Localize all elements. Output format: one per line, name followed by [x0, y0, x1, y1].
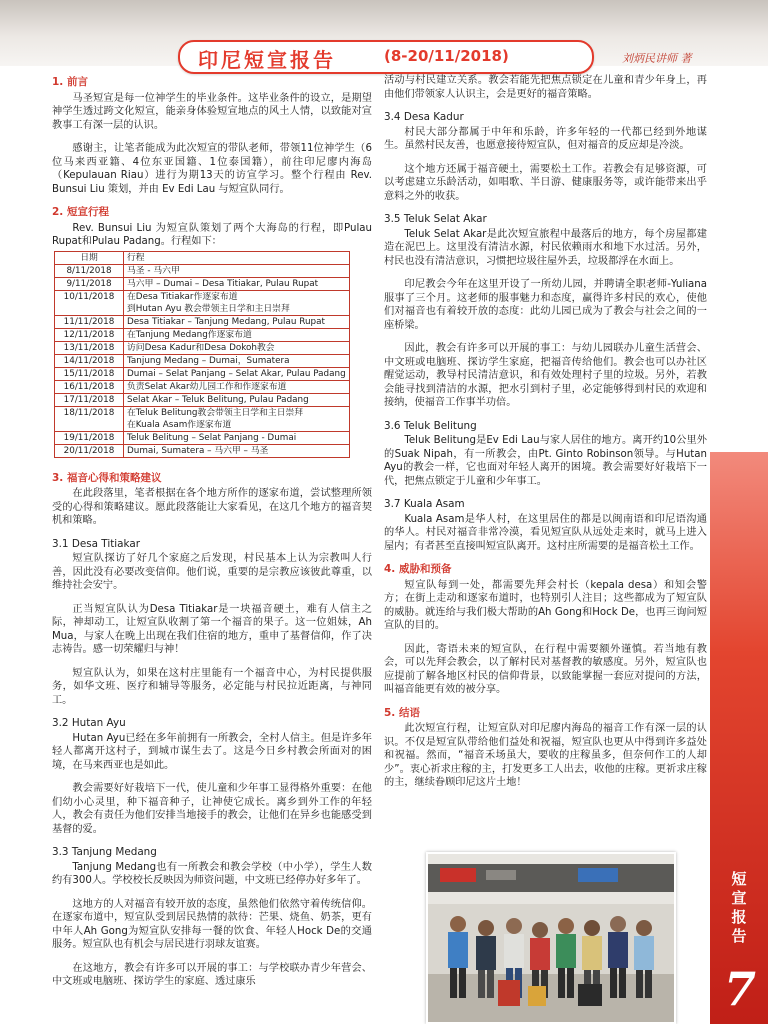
table-cell-date: 10/11/2018	[55, 290, 124, 315]
table-row	[55, 393, 350, 406]
table-row	[55, 354, 350, 367]
table-cell-date: 17/11/2018	[55, 393, 124, 406]
side-tab-label: 短宣报告	[731, 870, 747, 945]
table-cell-route: 马六甲 – Dumai – Desa Titiakar, Pulau Rupat	[124, 277, 350, 290]
table-cell-route: Dumai – Selat Panjang – Selat Akar, Pulau Padang	[124, 367, 350, 380]
table-row	[55, 341, 350, 354]
table-cell-date: 15/11/2018	[55, 367, 124, 380]
section-heading: 5. 结语	[384, 706, 420, 719]
section-heading: 4. 威胁和预备	[384, 563, 452, 575]
table-row	[55, 328, 350, 341]
table-cell-date: 14/11/2018	[55, 354, 124, 367]
paragraph: 在这地方，教会有许多可以开展的事工：与学校联办青少年营会、中文班或电脑班、探访学生的家庭、透过康乐	[52, 962, 372, 987]
paragraph: Hutan Ayu已经在多年前拥有一所教会，全村人信主。但是许多年轻人都离开这村子，到城市谋生去了。这是今日乡村教会所面对的困境，在马来西亚也是如此。	[52, 732, 372, 771]
table-row	[55, 367, 350, 380]
paragraph: Kuala Asam是华人村，在这里居住的都是以闽南语和印尼语沟通的华人。村民对福音非常冷漠，看见短宣队从远处走来时，就马上进入屋内；有者甚至直接叫短宣队离开。这村庄所需要的是福音松土工作。	[384, 513, 707, 552]
section-heading: 1. 前言	[52, 76, 88, 88]
author-byline: 刘炳民讲师 著	[622, 52, 692, 65]
table-cell-date: 13/11/2018	[55, 341, 124, 354]
paragraph: 村民大部分都属于中年和乐龄，许多年轻的一代都已经到外地谋生。虽然村民友善，也愿意接待短宣队，但对福音的反应却是冷淡。	[384, 126, 707, 151]
page-title: 印尼短宣报告	[198, 48, 336, 72]
table-row	[55, 277, 350, 290]
paragraph: 因此，教会有许多可以开展的事工：与幼儿园联办儿童生活营会、中文班或电脑班、探访学生家庭，把福音传给他们。教会也可以办社区醒觉运动，教导村民清洁意识，和有效处理村子里的垃圾。另外，若教会能寻找到清洁的水源，把水引到村子里，必定能够得到村民的欢迎和接纳，使福音工作事半功倍。	[384, 343, 707, 408]
paragraph: 感谢主，让笔者能成为此次短宣的带队老师，带领11位神学生（6位马来西亚籍、4位东亚国籍、1位泰国籍），前往印尼廖内海岛（Kepulauan Riau）进行为期13天的访宣学习。整个行程由 Rev. Bunsui Liu 策划，并由 Ev Edi Lau 与短宣队同行。	[52, 143, 372, 195]
table-cell-route: 马圣 - 马六甲	[124, 264, 350, 277]
table-cell-date: 18/11/2018	[55, 406, 124, 431]
table-cell-route: Desa Titiakar – Tanjung Medang, Pulau Rupat	[124, 315, 350, 328]
table-row	[55, 444, 350, 457]
paragraph: 正当短宣队认为Desa Titiakar是一块福音硬土，难有人信主之际，神却动工，让短宣队收割了第一个福音的果子。这一位姐妹，Ah Mua，与家人在晚上出现在我们住宿的地方，重申了基督信仰，作了决志祷告。感一切荣耀归与神！	[52, 603, 383, 655]
group-photo-illustration	[428, 854, 674, 1022]
paragraph: 教会需要好好栽培下一代，使儿童和少年事工显得格外重要：在他们幼小心灵里，种下福音种子，让神使它成长。离乡到外工作的年轻人，教会有责任为他们安排当地接手的教会，让他们在异乡也能感受到基督的爱。	[52, 783, 372, 835]
subsection-heading: 3.6 Teluk Belitung	[384, 419, 477, 432]
paragraph: 印尼教会今年在这里开设了一所幼儿园，并聘请全职老师-Yuliana服事了三个月。这老师的服事魅力和态度，赢得许多村民的欢心，使他们对福音也有着较开放的态度：此幼儿园已成为了教会与社会之间的一座桥梁。	[384, 279, 707, 331]
table-cell-route: 在Desa Titiakar作逐家布道 到Hutan Ayu 教会带领主日学和主日崇拜	[124, 290, 350, 315]
paragraph: 这个地方还属于福音硬土，需要松土工作。若教会有足够资源，可以考虑建立乐龄活动，如唱歌、半日游、健康服务等，或许能带来出乎意料之外的收获。	[384, 163, 707, 202]
section-heading: 3. 福音心得和策略建议	[52, 471, 162, 484]
table-row	[55, 290, 350, 315]
table-row	[55, 264, 350, 277]
table-cell-date: 9/11/2018	[55, 277, 124, 290]
itinerary-table	[54, 251, 350, 458]
itinerary-rows	[55, 264, 350, 457]
paragraph: 短宣队探访了好几个家庭之后发现，村民基本上认为宗教叫人行善，因此没有必要改变信仰。他们说，重要的是宗教应该彼此尊重，以维持社会安宁。	[52, 553, 372, 591]
paragraph: 因此，寄语未来的短宣队，在行程中需要额外谨慎。若当地有教会，可以先拜会教会，以了解村民对基督教的敏感度。另外，短宣队也应提前了解各地区村民的信仰背景，以致能掌握一套应对提问的方法，叫福音能更有效的被分享。	[384, 643, 707, 695]
subsection-heading: 3.4 Desa Kadur	[384, 111, 464, 123]
table-cell-route: 访问Desa Kadur和Desa Dokoh教会	[124, 341, 350, 354]
table-cell-route: Dumai, Sumatera – 马六甲 – 马圣	[124, 444, 350, 457]
section-heading: 2. 短宣行程	[52, 206, 109, 218]
subsection-heading: 3.2 Hutan Ayu	[52, 717, 126, 729]
paragraph: Tanjung Medang也有一所教会和教会学校（中小学），学生人数约有300人。学校校长反映因为师资问题，中文班已经停办好多年了。	[52, 861, 372, 886]
table-row	[55, 431, 350, 444]
table-header-date: 日期	[55, 251, 124, 264]
paragraph: Rev. Bunsui Liu 为短宣队策划了两个大海岛的行程，即Pulau Rupat和Pulau Padang。行程如下：	[52, 222, 372, 247]
paragraph: 在此段落里，笔者根据在各个地方所作的逐家布道，尝试整理所领受的心得和策略建议。愿此段落能让大家看见，在这几个地方的福音契机和策略。	[52, 488, 372, 526]
table-cell-route: Tanjung Medang – Dumai，Sumatera	[124, 354, 350, 367]
title-date: (8-20/11/2018)	[384, 47, 509, 65]
right-column	[384, 74, 707, 800]
table-cell-date: 20/11/2018	[55, 444, 124, 457]
table-cell-date: 11/11/2018	[55, 315, 124, 328]
table-row	[55, 406, 350, 431]
paragraph: 活动与村民建立关系。教会若能先把焦点锁定在儿童和青少年身上，再由他们带领家人认识主，会是更好的福音策略。	[384, 75, 707, 100]
table-row	[55, 380, 350, 393]
table-cell-date: 12/11/2018	[55, 328, 124, 341]
page-number: 7	[724, 962, 757, 1016]
paragraph: 短宣队认为，如果在这村庄里能有一个福音中心，为村民提供服务，如华文班、医疗和辅导等服务，必定能与村民拉近距离，与神同工。	[52, 667, 372, 706]
table-cell-route: Teluk Belitung – Selat Panjang - Dumai	[124, 431, 350, 444]
paragraph: Teluk Selat Akar是此次短宣旅程中最落后的地方，每个房屋都建造在泥巴上。这里没有清洁水源，村民依赖雨水和地下水过活。另外，村民也没有清洁意识，习惯把垃圾往屋外丢，垃圾都浮在水面上。	[384, 228, 707, 267]
subsection-heading: 3.7 Kuala Asam	[384, 498, 465, 510]
table-cell-route: 在Teluk Belitung教会带领主日学和主日崇拜 在Kuala Asam作逐家布道	[124, 406, 350, 431]
paragraph: 短宣队每到一处，都需要先拜会村长（kepala desa）和知会警方；在街上走动和逐家布道时，也特别引人注目；这些都成为了短宣队的威胁。就连给与我们极大帮助的Ah Gong和Hock De，也再三询问短宣队的目的。	[384, 579, 707, 631]
paragraph: Teluk Belitung是Ev Edi Lau与家人居住的地方。离开约10公里外的Suak Nipah，有一所教会，由Pt. Ginto Robinson领导。与Hutan Ayu的教会一样，它也面对年轻人离开的困境。教会需要好好栽培下一代，把焦点锁定于儿童和少年事工。	[384, 435, 707, 487]
table-cell-route: 负责Selat Akar幼儿园工作和作逐家布道	[124, 380, 350, 393]
group-photo	[426, 852, 676, 1024]
left-column	[52, 76, 383, 999]
subsection-heading: 3.1 Desa Titiakar	[52, 537, 141, 550]
paragraph: 马圣短宣是每一位神学生的毕业条件。这毕业条件的设立，是期望神学生透过跨文化短宣，能亲身体验短宣地点的风土人情，以致能对宣教事工有深一层的认识。	[52, 92, 372, 131]
subsection-heading: 3.3 Tanjung Medang	[52, 846, 157, 858]
table-cell-route: Selat Akar – Teluk Belitung, Pulau Padang	[124, 393, 350, 406]
table-row	[55, 315, 350, 328]
table-cell-route: 在Tanjung Medang作逐家布道	[124, 328, 350, 341]
subsection-heading: 3.5 Teluk Selat Akar	[384, 213, 487, 225]
table-cell-date: 16/11/2018	[55, 380, 124, 393]
table-cell-date: 8/11/2018	[55, 264, 124, 277]
table-header-route: 行程	[124, 251, 350, 264]
table-cell-date: 19/11/2018	[55, 431, 124, 444]
paragraph: 此次短宣行程，让短宣队对印尼廖内海岛的福音工作有深一层的认识。不仅是短宣队带给他们益处和祝福，短宣队也更从中得到许多益处和祝福。然而，“福音禾场虽大，要收的庄稼虽多，但奈何作工的人却少”。衷心祈求庄稼的主，打发更多工人出去，收他的庄稼。更祈求庄稼的主，继续眷顾印尼这片土地！	[384, 723, 707, 788]
paragraph: 这地方的人对福音有较开放的态度，虽然他们依然守着传统信仰。在逐家布道中，短宣队受到居民热情的款待：芒果、烧鱼、奶茶，更有中年人Ah Gong为短宣队安排每一餐的饮食、年轻人Hock De的交通服务。短宣队也有机会与居民进行羽球友谊赛。	[52, 898, 372, 950]
